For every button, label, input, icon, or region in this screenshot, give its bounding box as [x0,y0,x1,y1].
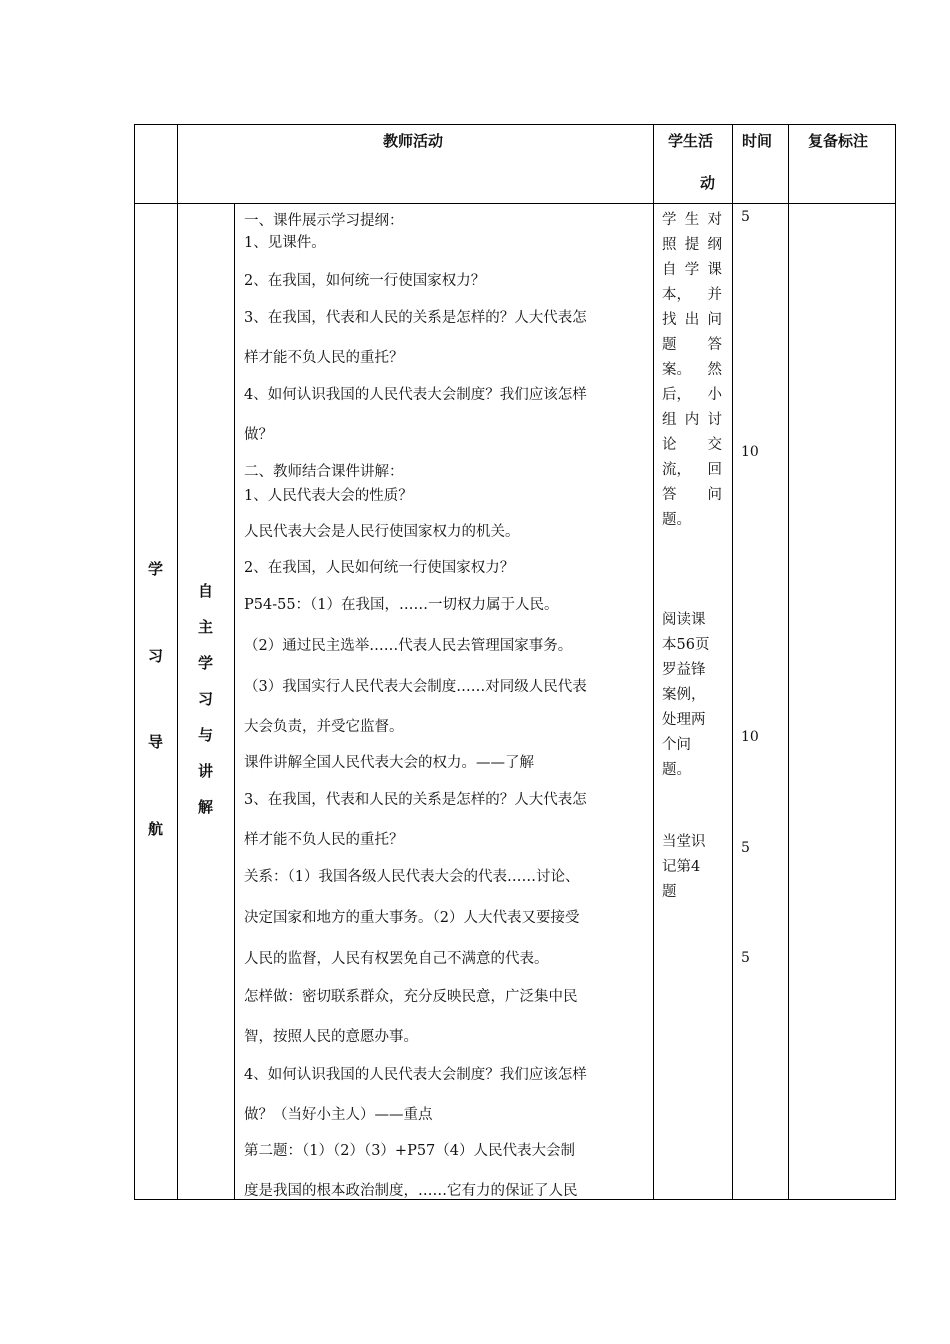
student-char: 学 [684,262,700,278]
student-char: 找 [662,312,677,328]
student-char: 答 [707,337,722,353]
col-border-5 [788,124,789,1200]
student-line: 罗益锋 [662,662,706,678]
student-char: 流， [662,462,691,478]
student-char: 自 [662,262,677,278]
sublabel-char: 学 [197,654,213,672]
col-border-2 [234,203,235,1200]
teacher-line: 样才能不负人民的重托？ [244,350,404,366]
student-line: 处理两 [662,712,706,728]
student-char: 后， [662,387,691,403]
student-line [662,433,722,454]
col-border-4 [732,124,733,1200]
student-char: 题 [662,337,677,353]
student-char: 学 [662,212,677,228]
student-char: 组 [662,412,677,428]
student-char: 小 [707,387,722,403]
student-line [662,258,722,279]
student-line: 阅读课 [662,612,706,628]
student-line [662,458,722,479]
student-line [662,283,722,304]
section-label-char: 习 [147,647,163,665]
student-line: 记第4 [662,859,701,875]
student-char: 生 [684,212,700,228]
time-value: 5 [741,209,750,225]
student-line: 题 [662,884,677,900]
student-line [662,483,722,504]
student-line: 当堂识 [662,834,706,850]
teacher-line: 4、如何认识我国的人民代表大会制度？我们应该怎样 [244,1067,587,1083]
teacher-line: 1、见课件。 [244,235,326,251]
student-char: 对 [707,212,722,228]
col-border-6 [895,124,896,1200]
time-value: 5 [741,840,750,856]
student-char: 本， [662,287,691,303]
teacher-line: 3、在我国，代表和人民的关系是怎样的？人大代表怎 [244,792,587,808]
table-top-border [134,124,895,125]
student-char: 交 [707,437,722,453]
header-student-activity-2: 动 [700,174,716,192]
teacher-line: 怎样做：密切联系群众，充分反映民意，广泛集中民 [244,989,578,1005]
section-label-char: 学 [147,560,163,578]
student-line [662,233,722,254]
student-line [662,333,722,354]
sublabel-char: 讲 [197,762,213,780]
sublabel-char: 与 [197,726,213,744]
student-char: 答 [662,487,677,503]
student-char: 案。 [662,362,691,378]
time-value: 10 [741,444,759,460]
section-label-char: 航 [147,820,163,838]
header-divider [134,203,895,204]
teacher-line: 大会负责，并受它监督。 [244,719,404,735]
student-char: 课 [707,262,722,278]
teacher-line: 做？ [244,427,273,443]
student-char: 提 [684,237,700,253]
student-line [662,408,722,429]
teacher-line: 二、教师结合课件讲解： [244,464,404,480]
col-border-3 [653,124,654,1200]
sublabel-char: 习 [197,690,213,708]
student-line: 本56页 [662,637,710,653]
student-char: 纲 [707,237,722,253]
student-line [662,308,722,329]
student-char: 然 [707,362,722,378]
teacher-line: 样才能不负人民的重托？ [244,832,404,848]
teacher-line: （2）通过民主选举……代表人民去管理国家事务。 [244,638,573,654]
student-line [662,383,722,404]
teacher-line: 课件讲解全国人民代表大会的权力。——了解 [244,755,534,771]
student-char: 并 [707,287,722,303]
teacher-line: 人民的监督，人民有权罢免自己不满意的代表。 [244,951,549,967]
student-char: 题。 [662,512,691,528]
student-line: 个问 [662,737,691,753]
header-student-activity-1: 学生活 [668,132,714,150]
teacher-line: 3、在我国，代表和人民的关系是怎样的？人大代表怎 [244,310,587,326]
student-char: 照 [662,237,677,253]
teacher-line: （3）我国实行人民代表大会制度……对同级人民代表 [244,679,587,695]
student-char: 内 [684,412,700,428]
student-line: 题。 [662,762,691,778]
student-line: 案例， [662,687,706,703]
teacher-line: 1、人民代表大会的性质？ [244,488,413,504]
teacher-line: 做？（当好小主人）——重点 [244,1107,433,1123]
student-line [662,358,722,379]
teacher-line: 2、在我国，如何统一行使国家权力？ [244,273,486,289]
header-notes: 复备标注 [808,132,869,150]
teacher-line: P54-55：（1）在我国，……一切权力属于人民。 [244,597,559,613]
student-char: 回 [707,462,722,478]
student-line [662,508,722,529]
student-char: 问 [707,312,722,328]
teacher-line: 4、如何认识我国的人民代表大会制度？我们应该怎样 [244,387,587,403]
sublabel-char: 主 [197,618,213,636]
sublabel-char: 自 [197,582,213,600]
teacher-line: 第二题：（1）（2）（3）+P57（4）人民代表大会制 [244,1143,576,1159]
student-char: 讨 [707,412,722,428]
teacher-line: 关系：（1）我国各级人民代表大会的代表……讨论、 [244,869,580,885]
teacher-line: 决定国家和地方的重大事务。（2）人大代表又要接受 [244,910,580,926]
sublabel-char: 解 [197,798,213,816]
student-char: 出 [684,312,700,328]
time-value: 10 [741,729,759,745]
teacher-line: 2、在我国，人民如何统一行使国家权力？ [244,560,515,576]
teacher-line: 度是我国的根本政治制度，……它有力的保证了人民 [244,1183,578,1199]
time-value: 5 [741,950,750,966]
teacher-line: 人民代表大会是人民行使国家权力的机关。 [244,524,520,540]
teacher-line: 智，按照人民的意愿办事。 [244,1029,418,1045]
header-time: 时间 [742,132,773,150]
header-teacher-activity: 教师活动 [383,132,444,150]
student-char: 问 [707,487,722,503]
student-char: 论 [662,437,677,453]
section-label-char: 导 [147,733,163,751]
student-line [662,208,722,229]
teacher-line: 一、课件展示学习提纲： [244,213,404,229]
